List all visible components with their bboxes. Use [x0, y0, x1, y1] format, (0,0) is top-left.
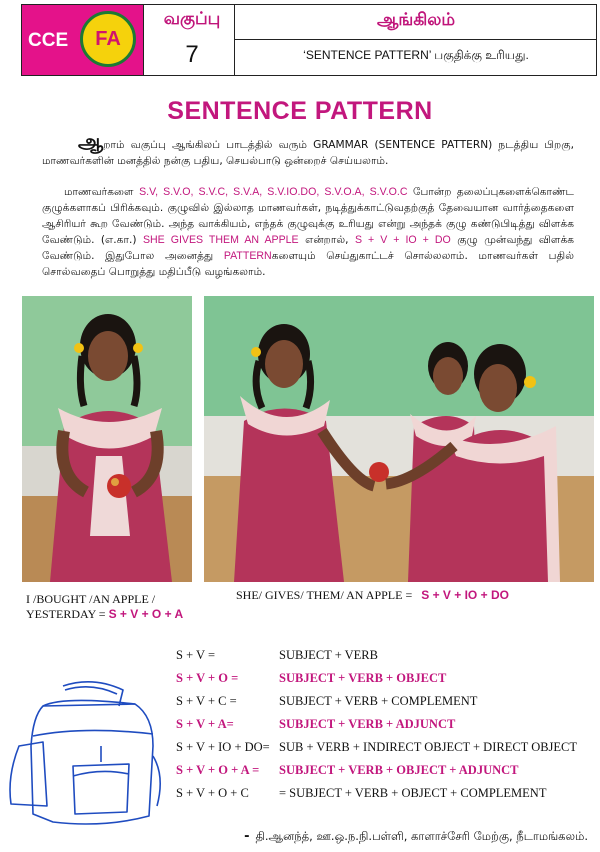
pattern-meaning: SUB + VERB + INDIRECT OBJECT + DIRECT OBJECT [279, 740, 578, 754]
right-caption-pattern: S + V + IO + DO [421, 588, 509, 602]
badge-text: FA [95, 28, 121, 50]
fa-badge-icon [80, 11, 136, 67]
pattern-meaning: SUBJECT + VERB + OBJECT + ADJUNCT [279, 763, 519, 777]
pattern-meaning: SUBJECT + VERB + ADJUNCT [279, 717, 456, 731]
signature-text: தி.ஆனந்த், ஊ.ஒ.ந.நி.பள்ளி, காளாச்சேரி மேற்கு, நீடாமங்கலம். [255, 829, 588, 843]
logo-text: CCE [28, 30, 69, 51]
section-note: ‘SENTENCE PATTERN’ பகுதிக்கு உரியது. [303, 48, 529, 62]
left-caption-line2: YESTERDAY = [26, 607, 106, 621]
right-caption-text: SHE/ GIVES/ THEM/ AN APPLE = [236, 588, 413, 602]
pattern-formula: S + V = [176, 648, 216, 662]
activity-text-4: குழு முன்வந்து விளக்க வேண்டும். இதுபோல அனைத்து [42, 234, 575, 262]
cce-logo [22, 5, 143, 75]
header-divider [235, 39, 596, 40]
activity-text-1: மாணவர்களை [64, 186, 134, 198]
class-label: வகுப்பு [163, 9, 221, 29]
page-title: SENTENCE PATTERN [167, 97, 433, 125]
patterns-list: S.V, S.V.O, S.V.C, S.V.A, S.V.IO.DO, S.V.O.A, S.V.O.C [139, 186, 408, 198]
pattern-meaning: SUBJECT + VERB [279, 648, 378, 662]
activity-text-2: போன்ற தலைப்புகளைக்கொண்ட குழுக்களாகப் பிரிக்கவும். குழுவில் இல்லாத மாணவர்கள், நடித்துக்காட்டுவதற்குத் தேவையான வார்த்தைகளை ஆசிரியர் கூற வேண்டும். அந்த வாக்கியம், எந்தக் குழுவுக்கு உரியது என்று அந்தக் குழு கண்டுபிடித்து விளக்க வேண்டும். (எ.கா.) [42, 186, 574, 246]
pattern-formula: S + V + IO + DO= [176, 740, 270, 754]
left-caption-pattern: S + V + O + A [108, 607, 184, 621]
left-caption-line1: I /BOUGHT /AN APPLE / [26, 592, 156, 606]
pattern-word: PATTERN [223, 250, 272, 262]
class-number: 7 [185, 41, 199, 68]
pattern-formula: S + V + O + A = [176, 763, 260, 777]
example-sentence: SHE GIVES THEM AN APPLE [142, 234, 299, 246]
photo-girl-with-apple [22, 296, 192, 582]
subject-title: ஆங்கிலம் [376, 10, 456, 30]
backpack-icon [3, 676, 168, 831]
left-photo-caption [26, 592, 183, 622]
intro-paragraph [42, 129, 574, 169]
pattern-meaning: SUBJECT + VERB + OBJECT [279, 671, 447, 685]
signature-dash: - [244, 829, 250, 844]
activity-paragraph [42, 184, 574, 280]
intro-text: றாம் வகுப்பு ஆங்கிலப் பாடத்தில் வரும் GRAMMAR (SENTENCE PATTERN) நடத்திய பிறகு, மாணவர்களின் மனத்தில் நன்கு பதிய, செயல்பாடு ஒன்றைச் செய்யலாம். [42, 139, 574, 167]
header-bar [21, 4, 597, 76]
drop-cap: ஆ [78, 129, 104, 153]
header-divider [234, 5, 235, 75]
photo-girls-giving-apple [204, 296, 594, 582]
right-photo-caption [236, 588, 509, 603]
pattern-meaning: SUBJECT + VERB + COMPLEMENT [279, 694, 478, 708]
pattern-formula: S + V + O = [176, 671, 239, 685]
activity-text-3: என்றால், [305, 234, 349, 246]
pattern-meaning: = SUBJECT + VERB + OBJECT + COMPLEMENT [279, 786, 547, 800]
pattern-formula: S + V + C = [176, 694, 237, 708]
author-signature [244, 829, 588, 845]
example-pattern: S + V + IO + DO [354, 234, 451, 246]
header-divider [143, 5, 144, 75]
pattern-formula: S + V + A= [176, 717, 234, 731]
activity-text-5: களையும் செய்துகாட்டச் சொல்லலாம். மாணவர்கள் பதில் சொல்வதைப் பொறுத்து மதிப்பீடு வழங்கலாம். [42, 250, 575, 278]
pattern-formula: S + V + O + C [176, 786, 249, 800]
